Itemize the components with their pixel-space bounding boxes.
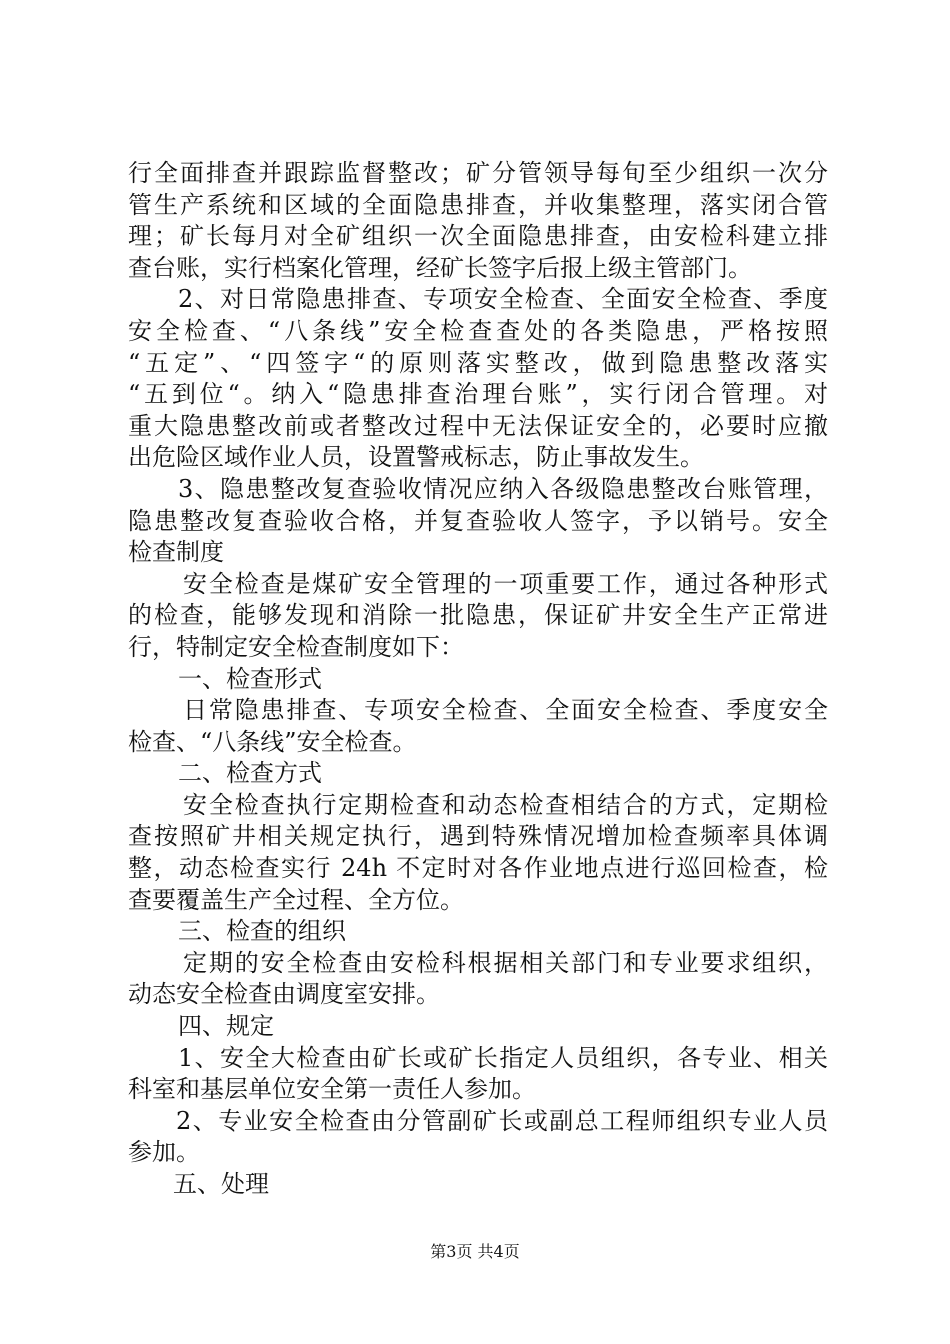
text-line: 检查、“八条线”安全检查。 — [128, 727, 417, 756]
text-line: 查按照矿井相关规定执行，遇到特殊情况增加检查频率具体调 — [128, 822, 828, 851]
text-line: 2、专业安全检查由分管副矿长或副总工程师组织专业人员 — [176, 1106, 828, 1135]
text-line: 3、隐患整改复查验收情况应纳入各级隐患整改台账管理， — [178, 474, 828, 503]
text-line: 行，特制定安全检查制度如下： — [128, 632, 464, 661]
text-line: 三、检查的组织 — [178, 917, 346, 946]
text-line: 查台账，实行档案化管理，经矿长签字后报上级主管部门。 — [128, 253, 752, 282]
text-line: 管生产系统和区域的全面隐患排查，并收集整理，落实闭合管 — [128, 190, 828, 219]
text-line: 安全检查执行定期检查和动态检查相结合的方式，定期检 — [183, 790, 828, 819]
text-line: 安全检查、“八条线”安全检查查处的各类隐患，严格按照 — [128, 316, 828, 345]
text-line: 整，动态检查实行 24h 不定时对各作业地点进行巡回检查，检 — [128, 854, 828, 883]
text-line: 检查制度 — [128, 538, 224, 567]
body-text — [128, 158, 828, 1201]
text-line: 四、规定 — [178, 1012, 274, 1041]
text-line: 日常隐患排查、专项安全检查、全面安全检查、季度安全 — [183, 696, 828, 725]
text-line: 参加。 — [128, 1138, 200, 1167]
text-line: 科室和基层单位安全第一责任人参加。 — [128, 1075, 536, 1104]
text-line: 定期的安全检查由安检科根据相关部门和专业要求组织， — [183, 948, 828, 977]
text-line: 重大隐患整改前或者整改过程中无法保证安全的，必要时应撤 — [128, 411, 828, 440]
text-line: 隐患整改复查验收合格，并复查验收人签字，予以销号。安全 — [128, 506, 828, 535]
text-line: 安全检查是煤矿安全管理的一项重要工作，通过各种形式 — [183, 569, 828, 598]
text-line: 行全面排查并跟踪监督整改；矿分管领导每旬至少组织一次分 — [128, 159, 828, 187]
text-line: 出危险区域作业人员，设置警戒标志，防止事故发生。 — [128, 443, 704, 472]
text-line: 的检查，能够发现和消除一批隐患，保证矿井安全生产正常进 — [128, 601, 828, 630]
text-line: 查要覆盖生产全过程、全方位。 — [128, 885, 464, 914]
text-line: 二、检查方式 — [178, 759, 322, 788]
text-line: 五、处理 — [173, 1170, 269, 1198]
text-line: 一、检查形式 — [178, 664, 322, 693]
text-line: 动态安全检查由调度室安排。 — [128, 980, 440, 1009]
page-footer: 第3页 共4页 — [430, 1242, 520, 1261]
text-line: 理；矿长每月对全矿组织一次全面隐患排查，由安检科建立排 — [128, 222, 828, 251]
text-line: 1、安全大检查由矿长或矿长指定人员组织，各专业、相关 — [178, 1043, 828, 1072]
text-line: “五定”、“四签字“的原则落实整改，做到隐患整改落实 — [128, 348, 828, 377]
text-line: “五到位“。纳入“隐患排查治理台账”，实行闭合管理。对 — [128, 380, 828, 409]
text-line: 2、对日常隐患排查、专项安全检查、全面安全检查、季度 — [178, 285, 828, 314]
